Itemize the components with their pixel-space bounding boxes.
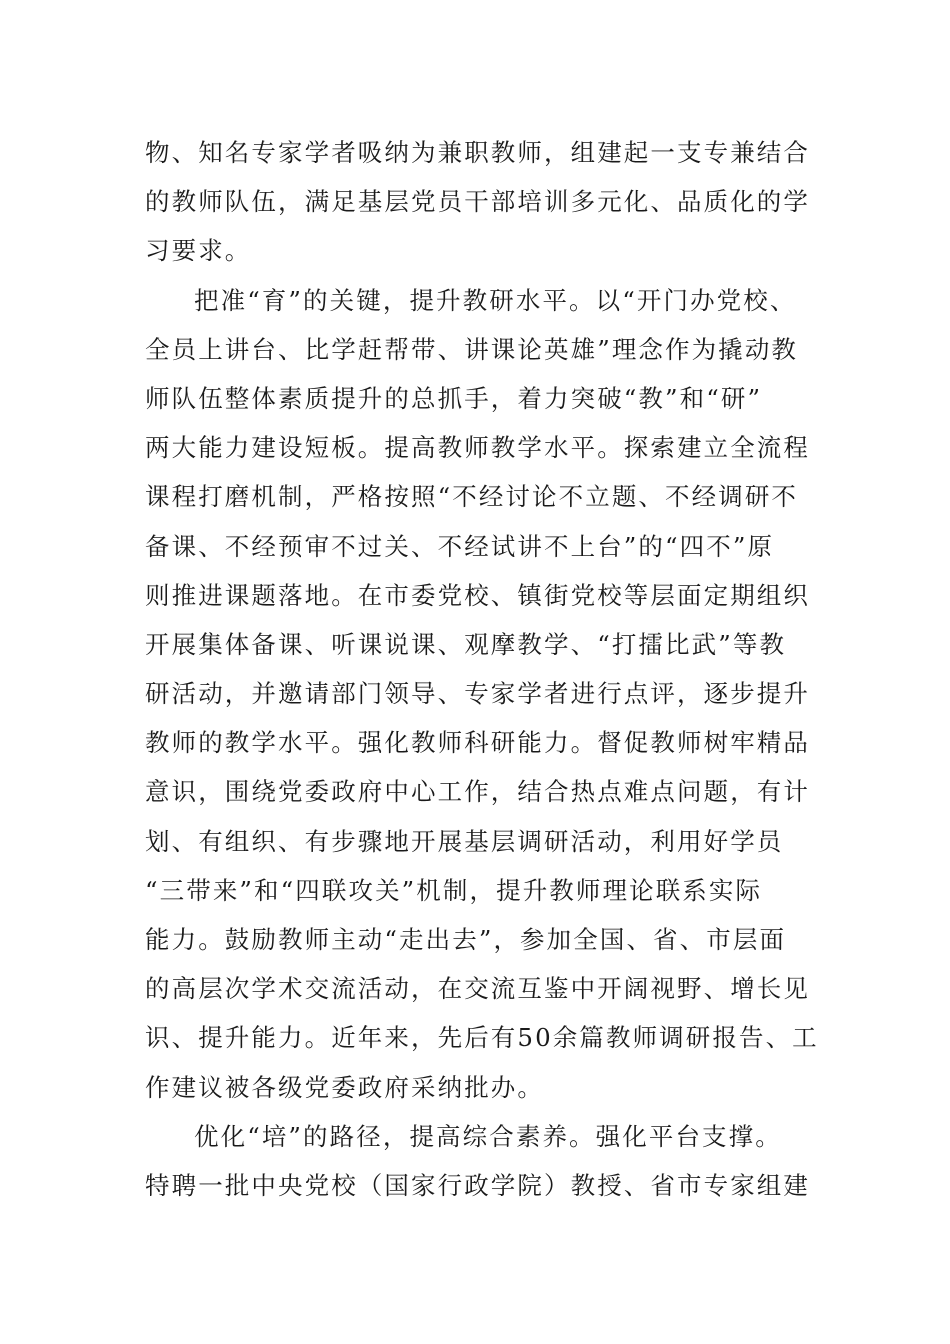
text-line: “三带来”和“四联攻关”机制，提升教师理论联系实际	[145, 875, 763, 905]
text-line: 习要求。	[145, 236, 252, 266]
text-line: 研活动，并邀请部门领导、专家学者进行点评，逐步提升	[145, 679, 810, 709]
text-line: 的教师队伍，满足基层党员干部培训多元化、品质化的学	[145, 187, 810, 217]
text-line: 物、知名专家学者吸纳为兼职教师，组建起一支专兼结合	[145, 138, 810, 167]
text-line: 能力。鼓励教师主动“走出去”，参加全国、省、市层面	[145, 925, 787, 954]
paragraph-start-line: 优化“培”的路径，提高综合素养。强化平台支撑。	[194, 1121, 782, 1151]
text-line: 特聘一批中央党校（国家行政学院）教授、省市专家组建	[145, 1170, 810, 1200]
text-line: 全员上讲台、比学赶帮带、讲课论英雄”理念作为撬动教	[145, 334, 799, 364]
text-line: 课程打磨机制，严格按照“不经讨论不立题、不经调研不	[145, 482, 799, 512]
text-line: 的高层次学术交流活动，在交流互鉴中开阔视野、增长见	[145, 974, 810, 1004]
paragraph-start-line: 把准“育”的关键，提升教研水平。以“开门办党校、	[194, 285, 797, 315]
text-line: 备课、不经预审不过关、不经试讲不上台”的“四不”原	[145, 531, 775, 561]
text-line: 划、有组织、有步骤地开展基层调研活动，利用好学员	[145, 826, 784, 856]
text-line: 识、提升能力。近年来，先后有50余篇教师调研报告、工	[145, 1023, 819, 1053]
text-line: 两大能力建设短板。提高教师教学水平。探索建立全流程	[145, 433, 810, 463]
text-line: 教师的教学水平。强化教师科研能力。督促教师树牢精品	[145, 728, 810, 758]
document-body	[145, 128, 819, 1210]
text-line: 师队伍整体素质提升的总抓手，着力突破“教”和“研”	[145, 383, 763, 413]
text-line: 开展集体备课、听课说课、观摩教学、“打擂比武”等教	[145, 629, 787, 659]
text-line: 作建议被各级党委政府采纳批办。	[145, 1072, 544, 1102]
text-line: 意识，围绕党委政府中心工作，结合热点难点问题，有计	[145, 777, 810, 807]
text-line: 则推进课题落地。在市委党校、镇街党校等层面定期组织	[145, 580, 810, 610]
